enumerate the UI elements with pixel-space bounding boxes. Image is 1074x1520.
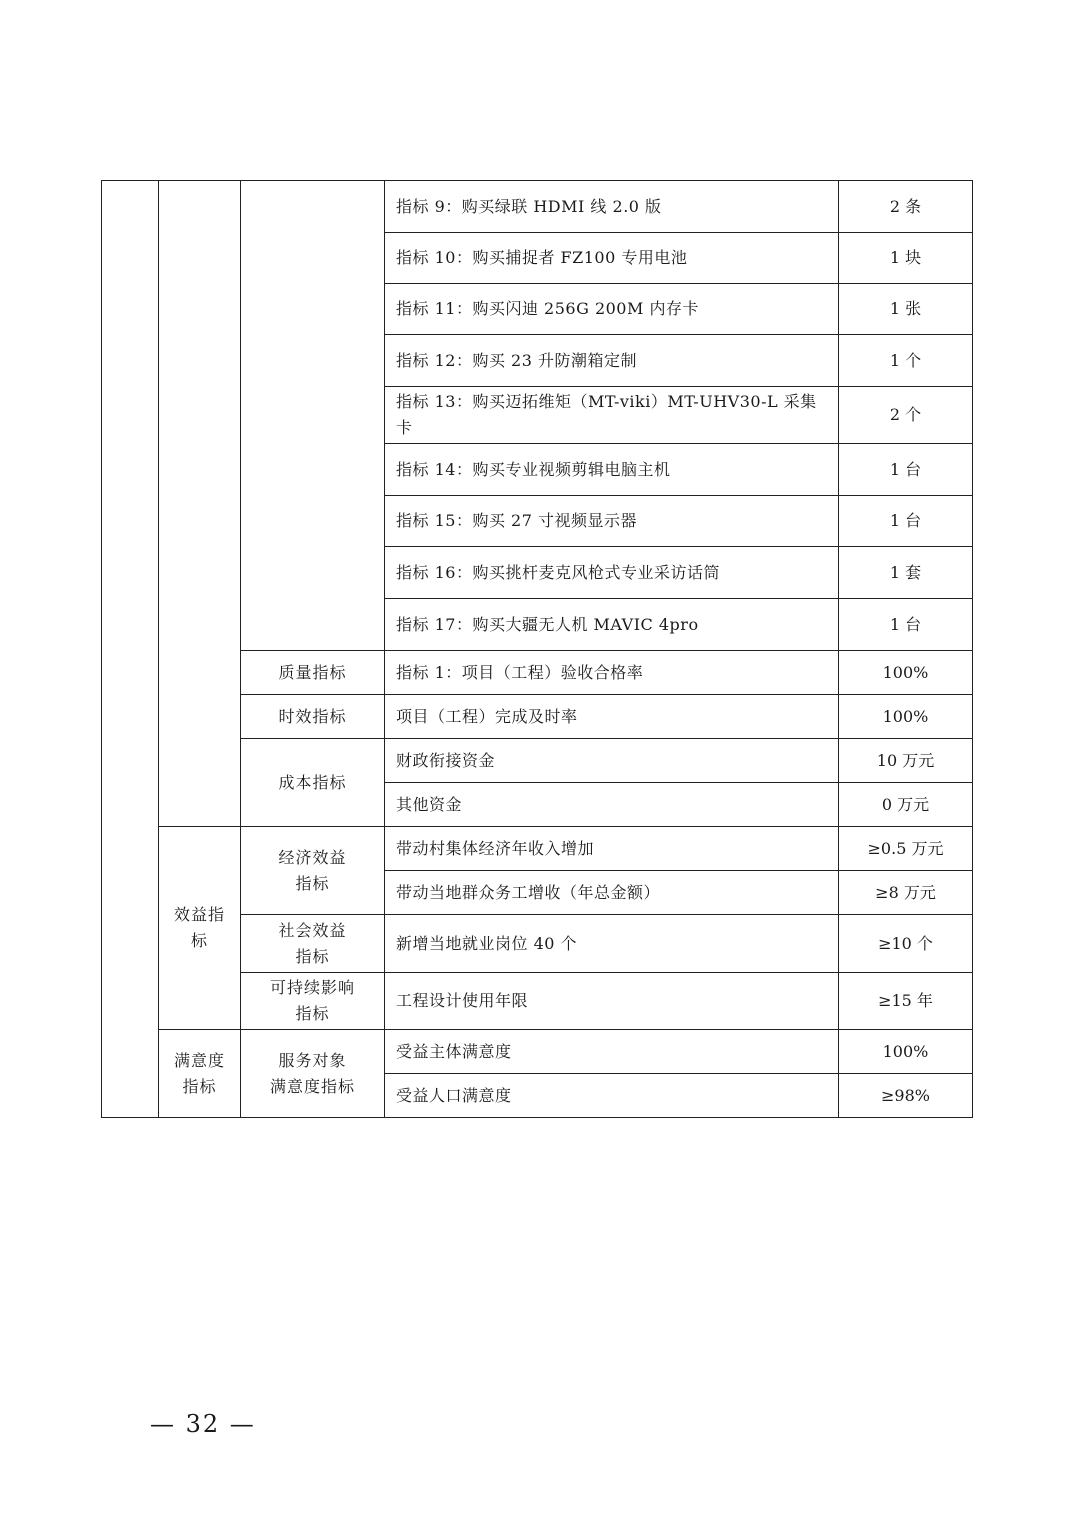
indicator-cell: 指标 16：购买挑杆麦克风枪式专业采访话筒 [385, 547, 839, 599]
value-cell: ≥10 个 [839, 915, 973, 973]
satisfaction-label-line1: 满意度 [173, 1050, 225, 1070]
value-cell: ≥15 年 [839, 973, 973, 1030]
satisfaction-label-line2: 指标 [182, 1076, 217, 1096]
social-label-line2: 指标 [295, 946, 330, 966]
indicator-cell: 受益主体满意度 [385, 1030, 839, 1074]
table-row [102, 827, 973, 871]
value-cell: 0 万元 [839, 783, 973, 827]
indicator-cell: 指标 13：购买迈拓维矩（MT-viki）MT-UHV30-L 采集卡 [385, 387, 839, 444]
indicator-cell: 受益人口满意度 [385, 1074, 839, 1118]
page-number: — 32 — [150, 1410, 256, 1438]
indicator-cell: 指标 9：购买绿联 HDMI 线 2.0 版 [385, 181, 839, 233]
service-satisfaction-label [241, 1030, 385, 1118]
indicator-cell: 项目（工程）完成及时率 [385, 695, 839, 739]
indicator-cell: 指标 11：购买闪迪 256G 200M 内存卡 [385, 284, 839, 335]
value-cell: 100% [839, 695, 973, 739]
value-cell: 100% [839, 651, 973, 695]
value-cell: 10 万元 [839, 739, 973, 783]
table-row [102, 181, 973, 233]
satisfaction-indicator-label [159, 1030, 241, 1118]
economic-label-line2: 指标 [295, 873, 330, 893]
economic-benefit-label [241, 827, 385, 915]
value-cell: 1 台 [839, 496, 973, 547]
indicator-cell: 工程设计使用年限 [385, 973, 839, 1030]
value-cell: 1 套 [839, 547, 973, 599]
performance-indicator-table [101, 180, 973, 1118]
value-cell: 1 张 [839, 284, 973, 335]
indicator-cell: 其他资金 [385, 783, 839, 827]
blank-level2-cell [159, 181, 241, 827]
indicator-cell: 指标 15：购买 27 寸视频显示器 [385, 496, 839, 547]
value-cell: 1 台 [839, 444, 973, 496]
benefit-label-line2: 标 [190, 931, 208, 950]
indicator-cell: 新增当地就业岗位 40 个 [385, 915, 839, 973]
service-label-line2: 满意度指标 [269, 1076, 355, 1096]
indicator-cell: 指标 17：购买大疆无人机 MAVIC 4pro [385, 599, 839, 651]
value-cell: ≥8 万元 [839, 871, 973, 915]
indicator-cell: 指标 1：项目（工程）验收合格率 [385, 651, 839, 695]
indicator-cell: 指标 12：购买 23 升防潮箱定制 [385, 335, 839, 387]
quality-indicator-label: 质量指标 [241, 651, 385, 695]
social-label-line1: 社会效益 [278, 920, 347, 940]
indicator-cell: 带动村集体经济年收入增加 [385, 827, 839, 871]
benefit-label-line1: 效益指 [173, 905, 225, 924]
service-label-line1: 服务对象 [278, 1050, 347, 1070]
value-cell: 1 个 [839, 335, 973, 387]
value-cell: ≥0.5 万元 [839, 827, 973, 871]
value-cell: 1 台 [839, 599, 973, 651]
value-cell: 1 块 [839, 233, 973, 284]
benefit-indicator-label [159, 827, 241, 1030]
value-cell: 2 个 [839, 387, 973, 444]
indicator-cell: 指标 10：购买捕捉者 FZ100 专用电池 [385, 233, 839, 284]
economic-label-line1: 经济效益 [278, 847, 347, 867]
value-cell: ≥98% [839, 1074, 973, 1118]
timeliness-indicator-label: 时效指标 [241, 695, 385, 739]
value-cell: 100% [839, 1030, 973, 1074]
social-benefit-label [241, 915, 385, 973]
cost-indicator-label: 成本指标 [241, 739, 385, 827]
blank-level1-cell [102, 181, 159, 1118]
indicator-cell: 带动当地群众务工增收（年总金额） [385, 871, 839, 915]
indicator-cell: 指标 14：购买专业视频剪辑电脑主机 [385, 444, 839, 496]
table-row [102, 1030, 973, 1074]
sustainable-label-line2: 指标 [295, 1004, 330, 1023]
value-cell: 2 条 [839, 181, 973, 233]
sustainable-label-line1: 可持续影响 [269, 978, 355, 997]
blank-level3-cell [241, 181, 385, 651]
indicator-cell: 财政衔接资金 [385, 739, 839, 783]
sustainable-impact-label [241, 973, 385, 1030]
